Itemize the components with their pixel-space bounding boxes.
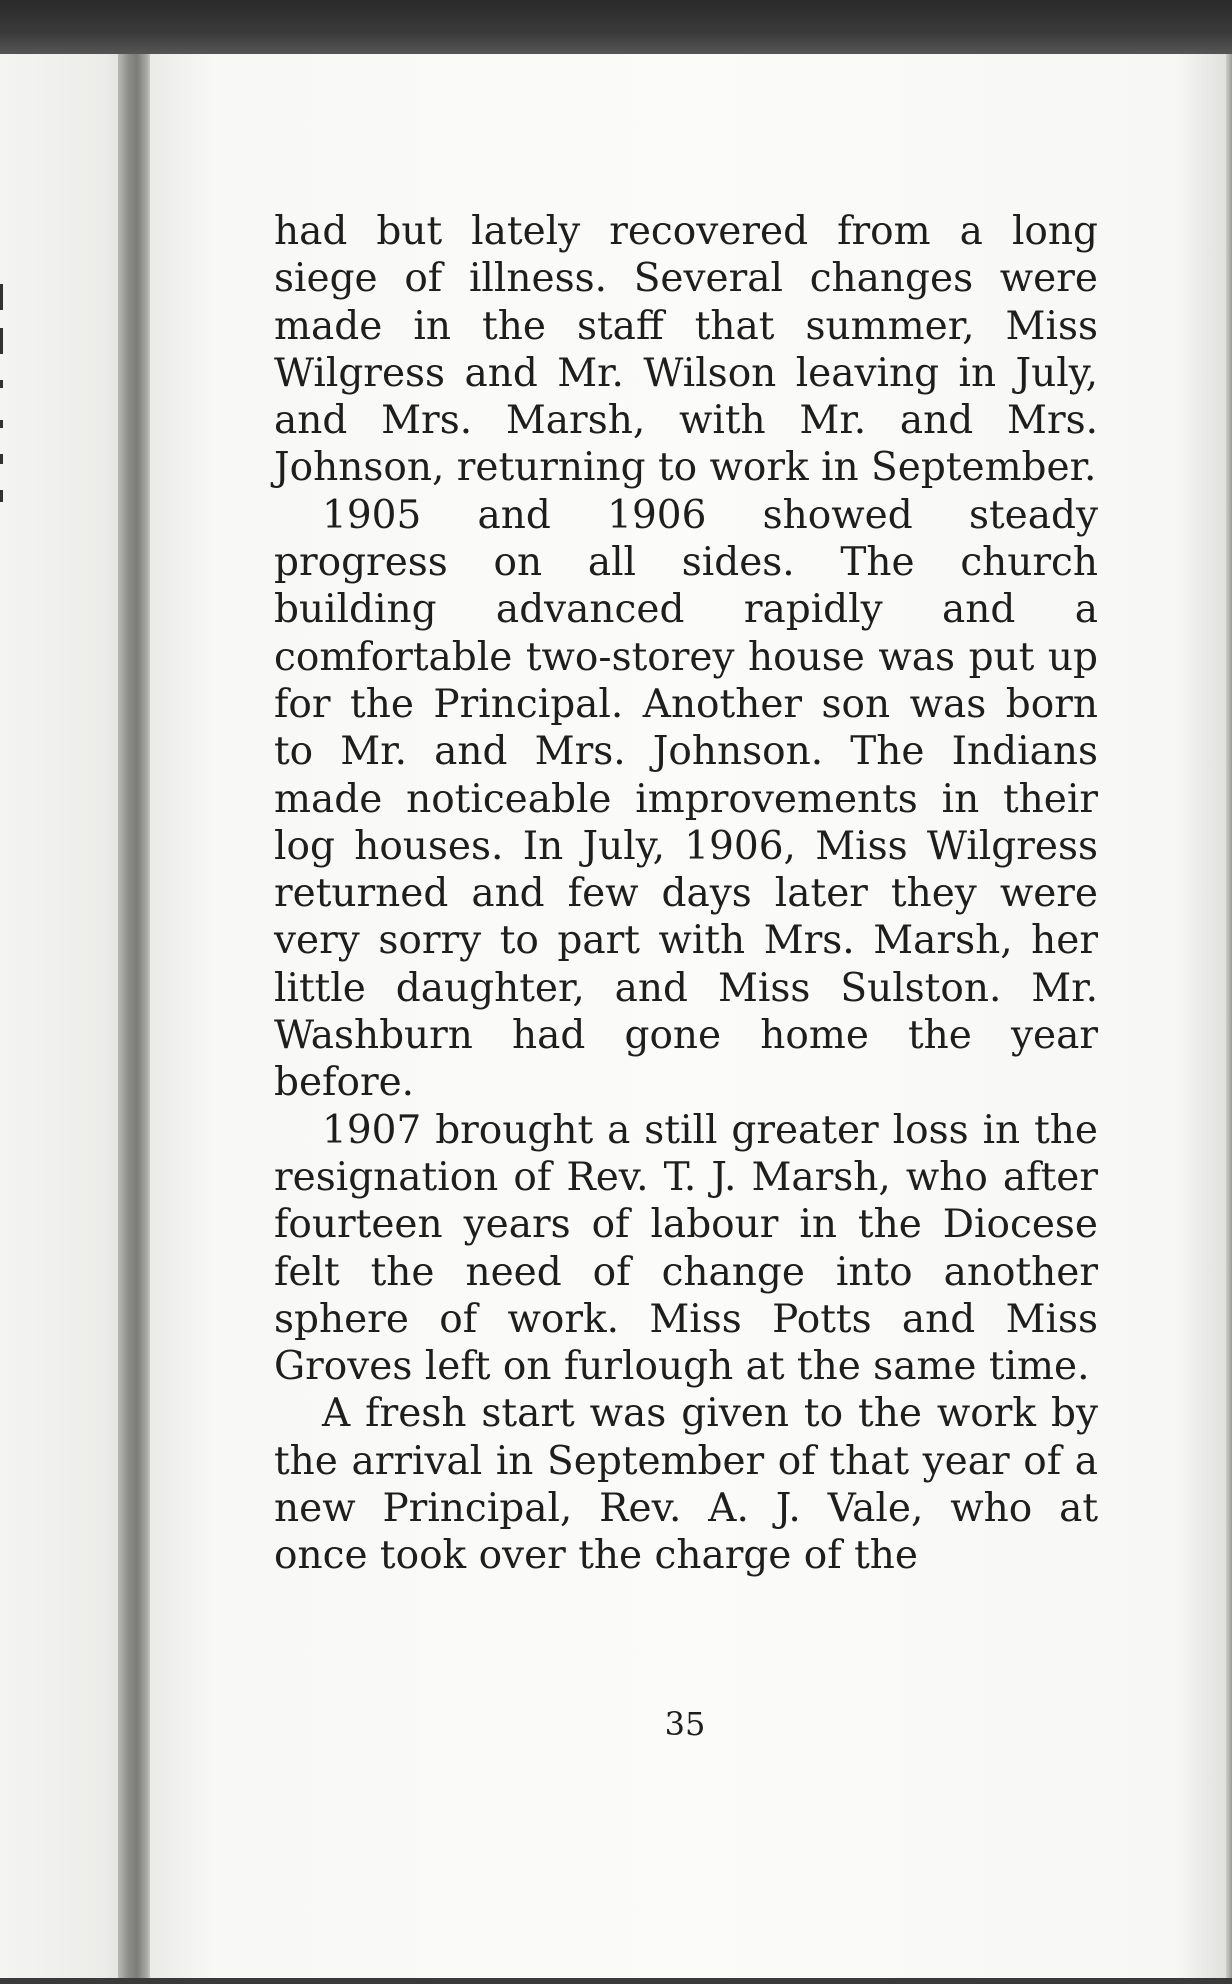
page-number-text: 35 (664, 1705, 706, 1743)
body-text (274, 208, 1098, 1580)
paragraph-1905-1906: 1905 and 1906 showed steady progress on all sides. The church building advanced rapidly and a comfortable two-storey house was put up for the Principal. Another son was born to Mr. and Mrs. Johnson. The Indians made noticeable improvements in their log houses. In July, 1906, Miss Wilgress returned and few days later they were very sorry to part with Mrs. Marsh, her little daughter, and Miss Sulston. Mr. Washburn had gone home the year before. (274, 492, 1098, 1106)
left-page-edge (0, 54, 130, 1978)
page-number (0, 1705, 1232, 1743)
scanner-top-shadow (0, 0, 1232, 54)
paragraph-fresh-start: A fresh start was given to the work by the arrival in September of that year of a new Principal, Rev. A. J. Vale, who at once took over the charge of the (274, 1391, 1098, 1579)
book-gutter (118, 54, 152, 1978)
scanner-bottom-edge (0, 1978, 1232, 1984)
paragraph-continuation: had but lately recovered from a long siege of illness. Several changes were made in the staff that summer, Miss Wilgress and Mr. Wilson leaving in July, and Mrs. Marsh, with Mr. and Mrs. Johnson, returning to work in September. (274, 209, 1098, 491)
left-page-text-fragments (0, 284, 4, 504)
paragraph-1907: 1907 brought a still greater loss in the resignation of Rev. T. J. Marsh, who after fourteen years of labour in the Diocese felt the need of change into another sphere of work. Miss Potts and Miss Groves left on furlough at the same time. (274, 1107, 1098, 1390)
right-page-edge (1226, 54, 1232, 1978)
